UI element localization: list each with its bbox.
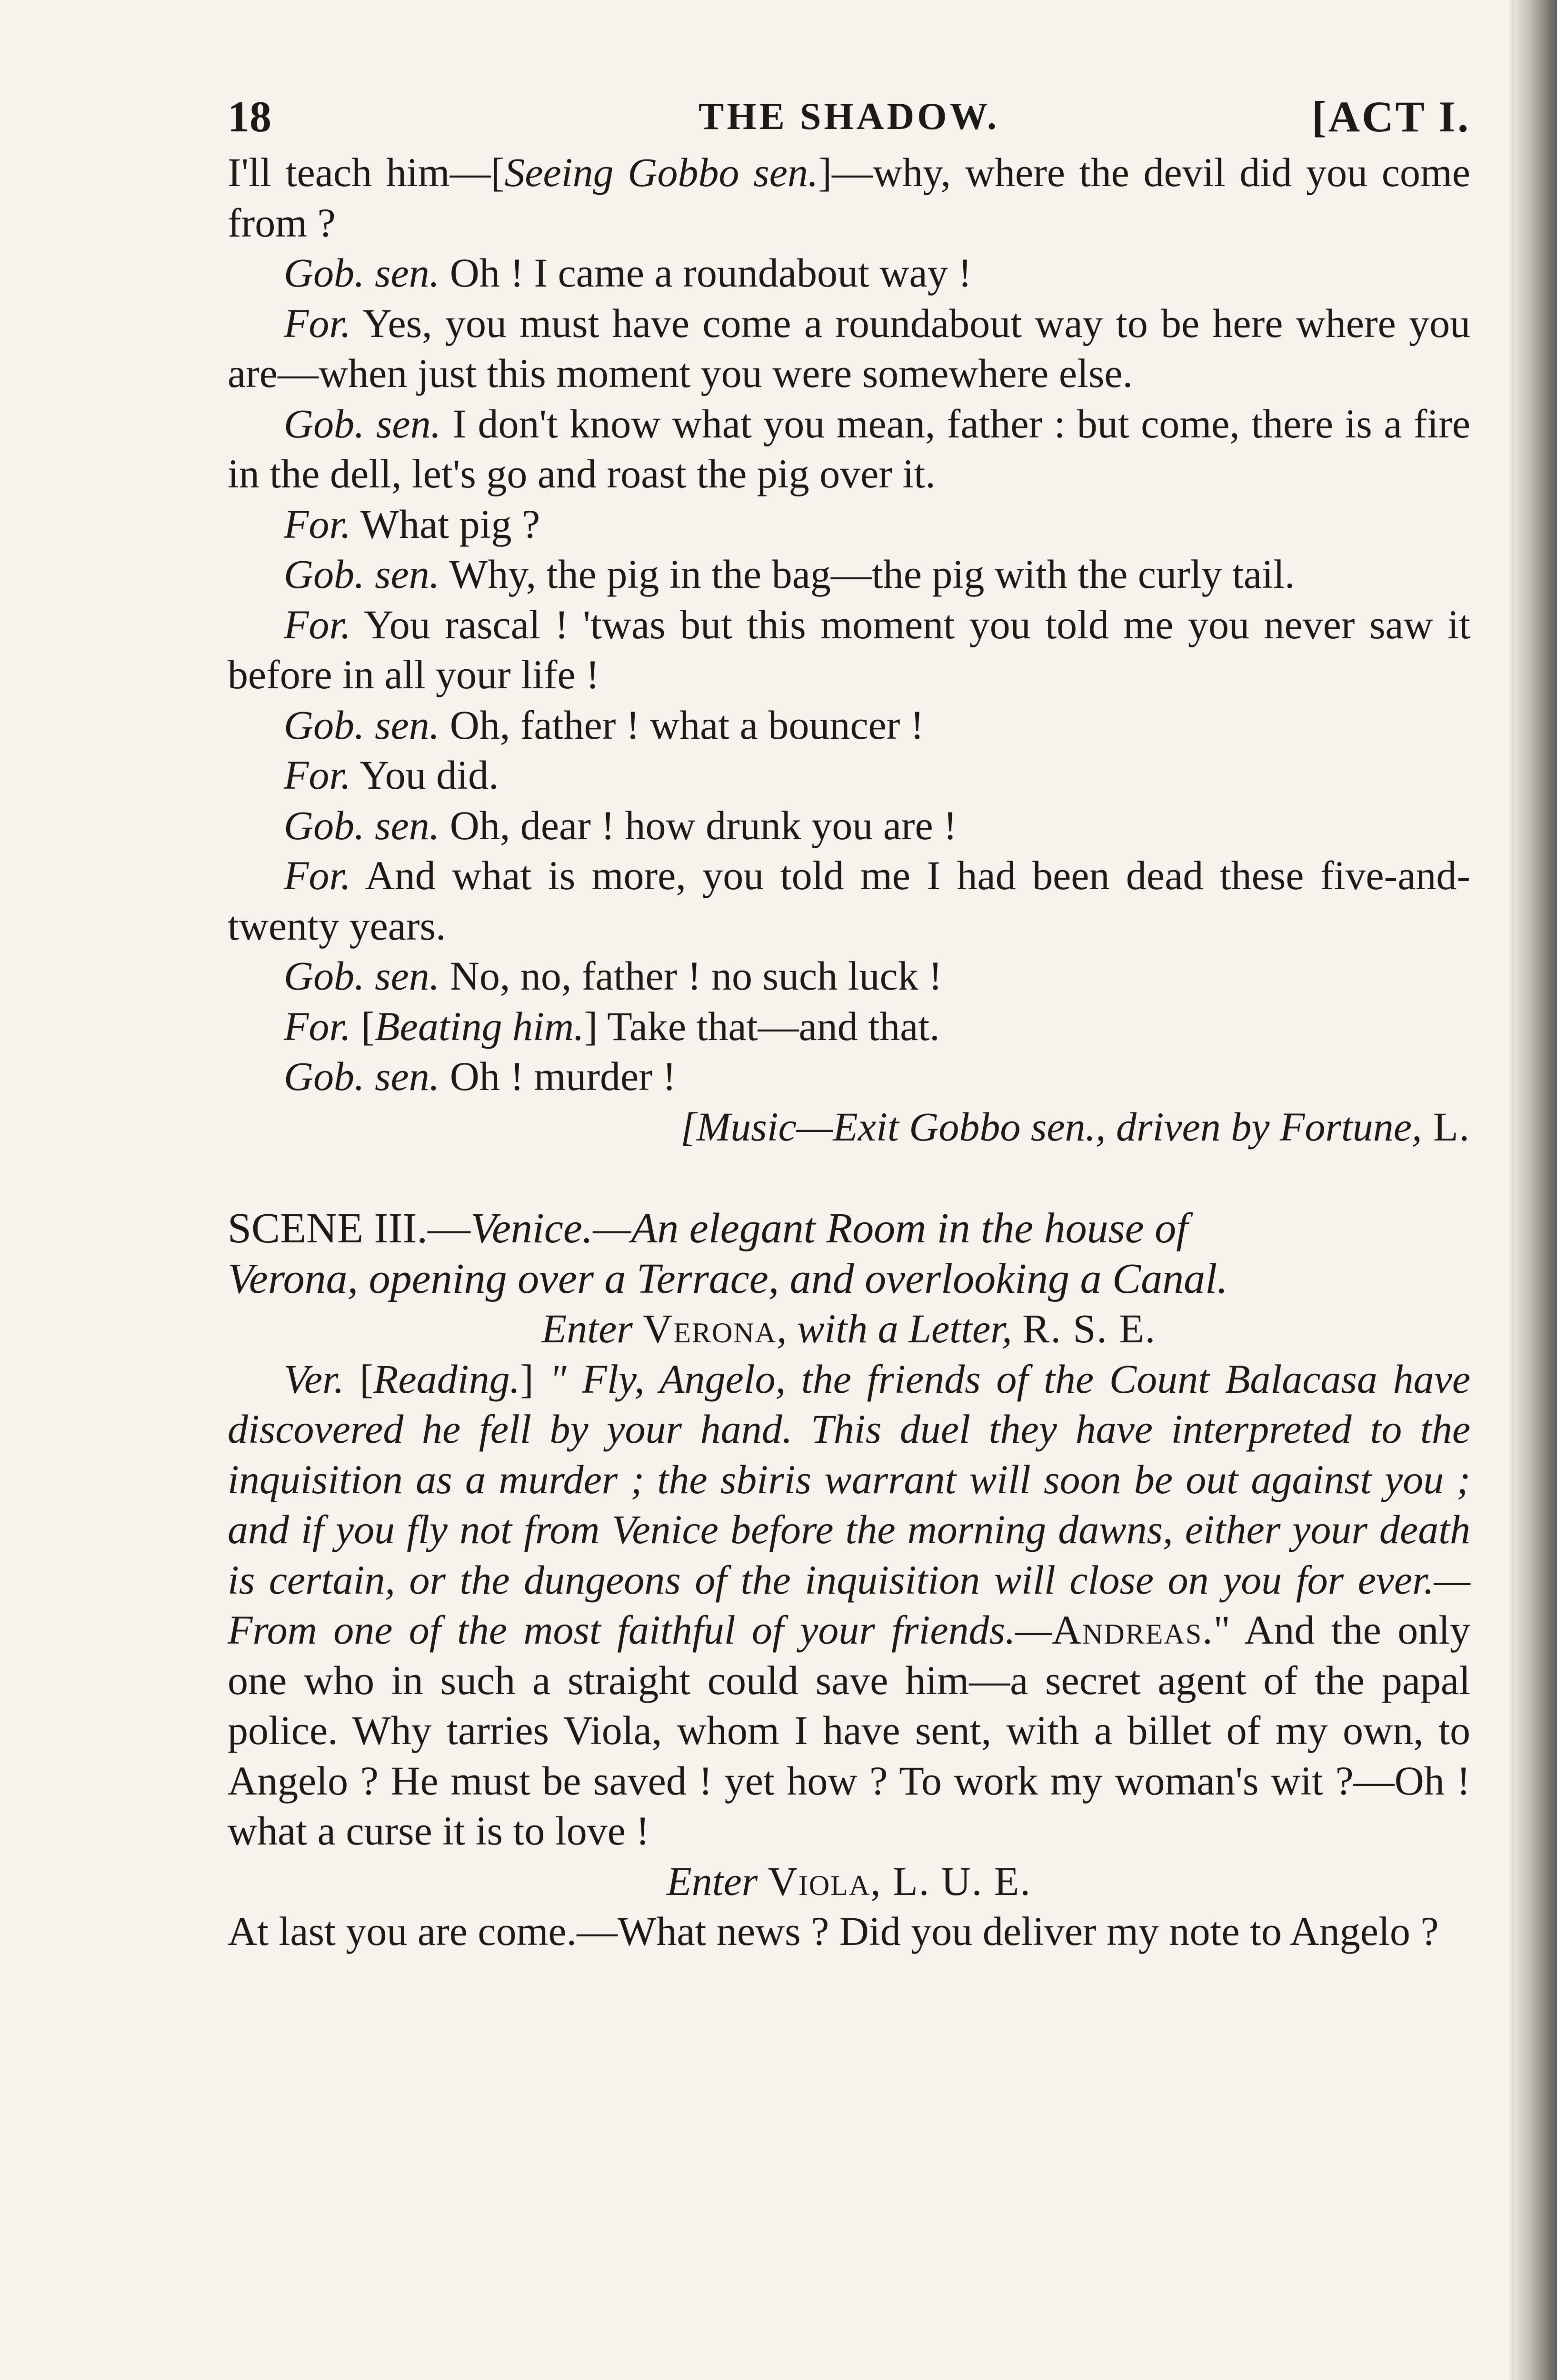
- speaker: For.: [284, 1003, 351, 1049]
- scene-description: Verona, opening over a Terrace, and overlooking a Canal.: [228, 1255, 1228, 1302]
- speaker: Gob. sen.: [284, 551, 440, 597]
- speech: Gob. sen. Oh ! murder !: [284, 1053, 676, 1099]
- speaker: For.: [284, 601, 351, 647]
- stage-direction: Beating him.: [375, 1003, 584, 1049]
- speaker: Gob. sen.: [284, 1053, 440, 1099]
- letter-signature: Andreas.: [1051, 1607, 1214, 1653]
- speaker: For.: [284, 853, 351, 898]
- page-header: [228, 86, 1470, 148]
- speech: For. You did.: [284, 752, 499, 798]
- paragraph: I'll teach him—[Seeing Gobbo sen.]—why, where the devil did you come from ?: [228, 149, 1470, 246]
- speech: Gob. sen. I don't know what you mean, father : but come, there is a fire in the dell, let's go and roast the pig over it.: [228, 400, 1470, 496]
- entrance-direction: Enter Verona, with a Letter, R. S. E.: [541, 1306, 1157, 1351]
- speech: For. [Beating him.] Take that—and that.: [284, 1003, 940, 1049]
- binding-shadow: [1514, 0, 1557, 2380]
- speaker: Gob. sen.: [284, 250, 440, 296]
- speaker: For.: [284, 501, 351, 547]
- act-label: [ACT I.: [1311, 92, 1470, 141]
- speaker: Gob. sen.: [284, 400, 441, 446]
- speaker: Gob. sen.: [284, 702, 440, 748]
- speech: For. What pig ?: [284, 501, 540, 547]
- speaker: Gob. sen.: [284, 953, 440, 999]
- speaker: For.: [284, 752, 351, 798]
- speech: Gob. sen. Oh, father ! what a bouncer !: [284, 702, 924, 748]
- speaker: For.: [284, 300, 351, 346]
- speech: For. And what is more, you told me I had been dead these five-and-twenty years.: [228, 853, 1470, 949]
- running-title: THE SHADOW.: [698, 96, 1000, 138]
- speech: Gob. sen. Oh, dear ! how drunk you are !: [284, 802, 957, 848]
- scene-description: Venice.—An elegant Room in the house of: [470, 1205, 1188, 1252]
- scene-heading: [228, 1203, 1470, 1304]
- exit-direction: [Music—Exit Gobbo sen., driven by Fortune, L.: [680, 1103, 1470, 1150]
- body-text: [228, 148, 1470, 1957]
- speech: For. Yes, you must have come a roundabout way to be here where you are—when just this moment you were somewhere else.: [228, 300, 1470, 396]
- entrance-direction: Enter Viola, L. U. E.: [667, 1858, 1031, 1904]
- speaker: Gob. sen.: [284, 802, 440, 848]
- speech: For. You rascal ! 'twas but this moment you told me you never saw it before in all your life !: [228, 601, 1470, 697]
- speech: Ver. [Reading.] " Fly, Angelo, the friends of the Count Balacasa have discovered he fell by your hand. This duel they have interpreted to the inquisition as a murder ; the sbiris warrant will soon be out against you ; and if you fly not from Venice before the morning dawns, either your death is certain, or the dungeons of the inquisition will close on you for ever.—From one of the most faithful of your friends.—Andreas." And the only one who in such a straight could save him—a secret agent of the papal police. Why tarries Viola, whom I have sent, with a billet of my own, to Angelo ? He must be saved ! yet how ? To work my woman's wit ?—Oh ! what a curse it is to love !: [228, 1356, 1470, 1854]
- book-page: [228, 86, 1470, 1957]
- stage-direction: Reading.: [373, 1356, 520, 1402]
- page-number: 18: [228, 92, 271, 141]
- paragraph: At last you are come.—What news ? Did you deliver my note to Angelo ?: [228, 1908, 1439, 1954]
- page-edge: [1508, 0, 1514, 2380]
- speech: Gob. sen. Why, the pig in the bag—the pig with the curly tail.: [284, 551, 1295, 597]
- scene-label: SCENE III.—: [228, 1205, 470, 1252]
- speech: Gob. sen. Oh ! I came a roundabout way !: [284, 250, 972, 296]
- speech: Gob. sen. No, no, father ! no such luck !: [284, 953, 942, 999]
- letter-text: " Fly, Angelo, the friends of the Count Balacasa have discovered he fell by your hand. This duel they have interpreted to the inquisition as a murder ; the sbiris warrant will soon be out against you ; and if you fly not from Venice before the morning dawns, either your death is certain, or the dungeons of the inquisition will close on you for ever.—From one of the most faithful of your friends.—: [228, 1356, 1470, 1653]
- stage-direction: Seeing Gobbo sen.: [504, 149, 818, 195]
- speaker: Ver.: [284, 1356, 344, 1402]
